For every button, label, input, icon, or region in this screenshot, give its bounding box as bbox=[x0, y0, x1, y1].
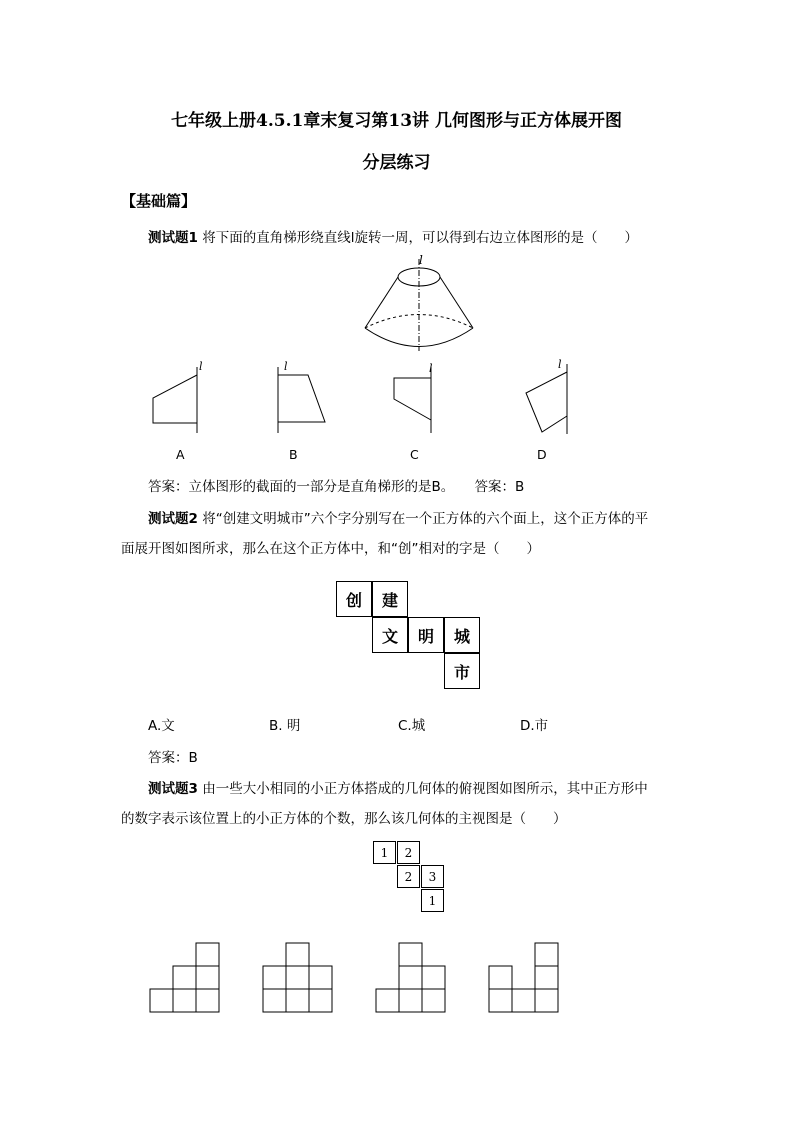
option-b-axis-label: l bbox=[284, 360, 288, 373]
top-view-cell: 1 bbox=[421, 889, 444, 912]
question-3-label: 测试题3 bbox=[148, 781, 198, 797]
net-cell-chuang: 创 bbox=[336, 581, 372, 617]
q2-option-b: B. 明 bbox=[269, 718, 301, 734]
question-1 bbox=[148, 228, 638, 248]
option-a-figure bbox=[145, 365, 215, 435]
option-c-axis-label: l bbox=[429, 362, 433, 375]
q2-option-a: A.文 bbox=[148, 718, 175, 734]
page-title: 七年级上册4.5.1章末复习第13讲 几何图形与正方体展开图 bbox=[171, 111, 622, 131]
section-heading: 【基础篇】 bbox=[121, 192, 197, 210]
front-view-option-d bbox=[489, 943, 559, 1013]
question-3-text-line1: 由一些大小相同的小正方体搭成的几何体的俯视图如图所示，其中正方形中 bbox=[202, 781, 648, 797]
question-2-text-line2: 面展开图如图所求，那么在这个正方体中，和“创”相对的字是（ ） bbox=[121, 541, 540, 557]
option-a-axis-label: l bbox=[199, 360, 203, 373]
front-view-option-c bbox=[376, 943, 446, 1013]
option-b-figure bbox=[265, 365, 335, 435]
option-d-axis-label: l bbox=[558, 358, 562, 371]
question-2-line1 bbox=[148, 509, 648, 529]
net-cell-jian: 建 bbox=[372, 581, 408, 617]
question-3-line1 bbox=[148, 779, 648, 799]
option-c-label: C bbox=[410, 447, 419, 462]
net-cell-cheng: 城 bbox=[444, 617, 480, 653]
frustum-figure bbox=[355, 255, 485, 355]
question-1-text: 将下面的直角梯形绕直线l旋转一周，可以得到右边立体图形的是（ ） bbox=[202, 230, 638, 246]
question-2-answer: 答案：B bbox=[148, 750, 198, 766]
option-d-figure bbox=[520, 362, 590, 437]
top-view-cell: 2 bbox=[397, 841, 420, 864]
option-a-label: A bbox=[176, 447, 185, 462]
question-2-label: 测试题2 bbox=[148, 511, 198, 527]
net-cell-wen: 文 bbox=[372, 617, 408, 653]
option-d-label: D bbox=[537, 447, 547, 462]
question-1-answer: 答案：立体图形的截面的一部分是直角梯形的是B。 答案：B bbox=[148, 479, 525, 495]
top-view-cell: 2 bbox=[397, 865, 420, 888]
question-2-text-line1: 将“创建文明城市”六个字分别写在一个正方体的六个面上，这个正方体的平 bbox=[202, 511, 649, 527]
q2-option-c: C.城 bbox=[398, 718, 426, 734]
frustum-axis-label: l bbox=[419, 253, 423, 267]
net-cell-ming: 明 bbox=[408, 617, 444, 653]
net-cell-shi: 市 bbox=[444, 653, 480, 689]
question-3-text-line2: 的数字表示该位置上的小正方体的个数，那么该几何体的主视图是（ ） bbox=[121, 811, 567, 827]
option-c-figure bbox=[385, 365, 455, 435]
page-subtitle: 分层练习 bbox=[362, 153, 431, 173]
option-b-label: B bbox=[289, 447, 298, 462]
top-view-cell: 1 bbox=[373, 841, 396, 864]
question-1-label: 测试题1 bbox=[148, 230, 198, 246]
front-view-option-b bbox=[263, 943, 333, 1013]
q2-option-d: D.市 bbox=[520, 718, 549, 734]
front-view-option-a bbox=[150, 943, 220, 1013]
top-view-cell: 3 bbox=[421, 865, 444, 888]
